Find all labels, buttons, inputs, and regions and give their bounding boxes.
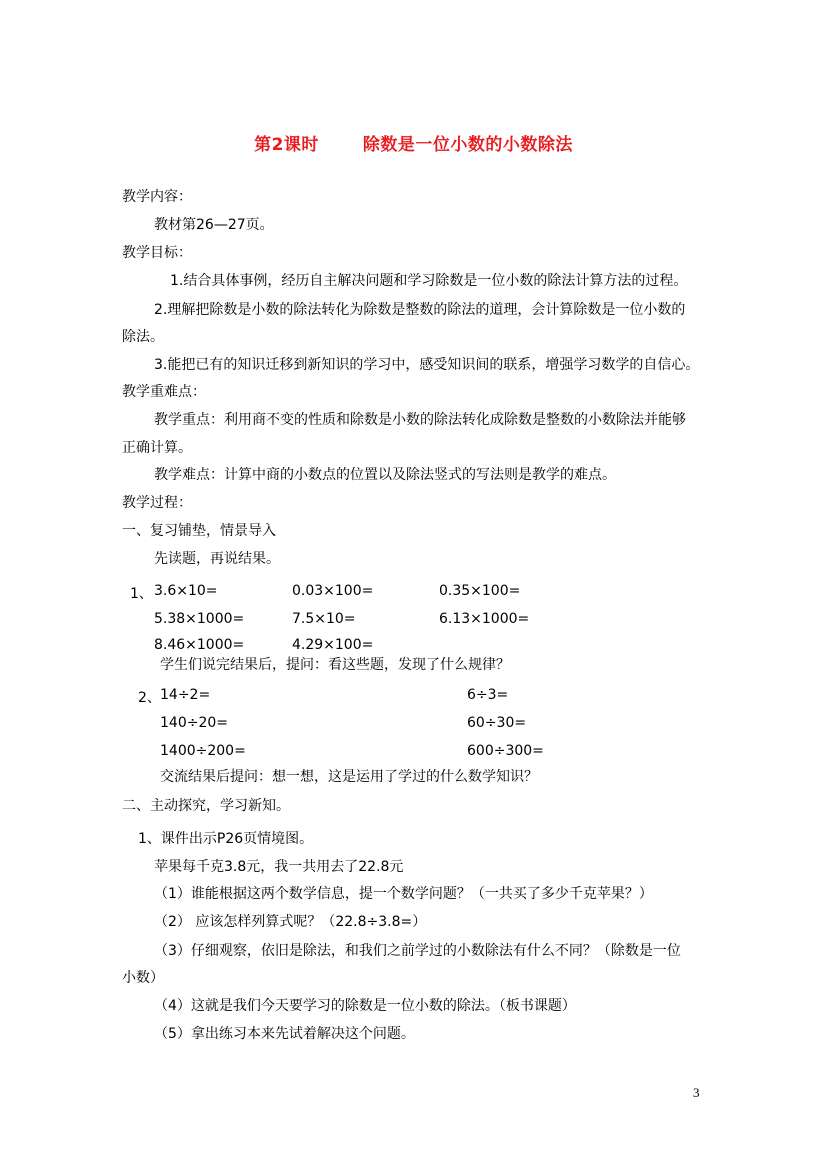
goal-1: 1.结合具体事例，经历自主解决问题和学习除数是一位小数的除法计算方法的过程。 <box>170 273 688 289</box>
exercise-2-label: 2、 <box>138 690 161 706</box>
content-text: 教材第26—27页。 <box>154 217 274 233</box>
exercise-1-item: 3.6×10= <box>154 583 218 599</box>
goal-2-line-2: 除法。 <box>122 329 164 345</box>
question-3-line-1: （3）仔细观察，依旧是除法，和我们之前学过的小数除法有什么不同？（除数是一位 <box>154 943 681 959</box>
lesson-number: 第2课时 <box>254 135 319 155</box>
exercise-2-item: 600÷300= <box>467 743 544 759</box>
scenario-text: 苹果每千克3.8元，我一共用去了22.8元 <box>154 859 404 875</box>
exercise-2-question: 交流结果后提问：想一想，这是运用了学过的什么数学知识？ <box>160 769 538 785</box>
content-heading: 教学内容： <box>122 189 192 205</box>
exercise-2-item: 60÷30= <box>467 715 527 731</box>
question-3-line-2: 小数） <box>122 970 164 986</box>
exercise-2-item: 6÷3= <box>467 687 509 703</box>
exercise-1-item: 6.13×1000= <box>439 611 530 627</box>
exercise-1-item: 0.35×100= <box>439 583 521 599</box>
difficulty-point: 教学难点：计算中商的小数点的位置以及除法竖式的写法则是教学的难点。 <box>154 467 616 483</box>
exercise-1-item: 4.29×100= <box>292 637 374 653</box>
exercise-1-item: 7.5×10= <box>292 611 356 627</box>
question-1: （1）谁能根据这两个数学信息，提一个数学问题？（一共买了多少千克苹果？） <box>154 886 653 902</box>
part-2-heading: 二、主动探究，学习新知。 <box>122 798 290 814</box>
exercise-1-question: 学生们说完结果后，提问：看这些题，发现了什么规律？ <box>160 657 510 673</box>
question-2: （2） 应该怎样列算式呢？（22.8÷3.8=） <box>154 914 427 930</box>
page-number: 3 <box>693 1085 700 1100</box>
keypoints-heading: 教学重难点： <box>122 384 206 400</box>
part-1-intro: 先读题，再说结果。 <box>154 551 280 567</box>
page-title <box>0 130 827 155</box>
process-heading: 教学过程： <box>122 495 192 511</box>
lesson-topic: 除数是一位小数的小数除法 <box>362 135 573 155</box>
exercise-2-item: 1400÷200= <box>160 743 246 759</box>
question-4: （4）这就是我们今天要学习的除数是一位小数的除法。（板书课题） <box>154 998 576 1014</box>
goal-2-line-1: 2.理解把除数是小数的除法转化为除数是整数的除法的道理，会计算除数是一位小数的 <box>154 302 686 318</box>
key-point-line-2: 正确计算。 <box>122 440 192 456</box>
key-point-line-1: 教学重点：利用商不变的性质和除数是小数的除法转化成除数是整数的小数除法并能够 <box>154 412 686 428</box>
part-1-heading: 一、复习铺垫，情景导入 <box>122 523 276 539</box>
exercise-1-label: 1、 <box>130 586 153 602</box>
goal-3: 3.能把已有的知识迁移到新知识的学习中，感受知识间的联系，增强学习数学的自信心。 <box>154 357 700 373</box>
part-2-item-1: 1、课件出示P26页情境图。 <box>138 831 314 847</box>
question-5: （5）拿出练习本来先试着解决这个问题。 <box>154 1026 415 1042</box>
exercise-1-item: 8.46×1000= <box>154 637 245 653</box>
goals-heading: 教学目标： <box>122 245 192 261</box>
exercise-1-item: 0.03×100= <box>292 583 374 599</box>
exercise-1-item: 5.38×1000= <box>154 611 245 627</box>
exercise-2-item: 140÷20= <box>160 715 228 731</box>
exercise-2-item: 14÷2= <box>160 687 211 703</box>
